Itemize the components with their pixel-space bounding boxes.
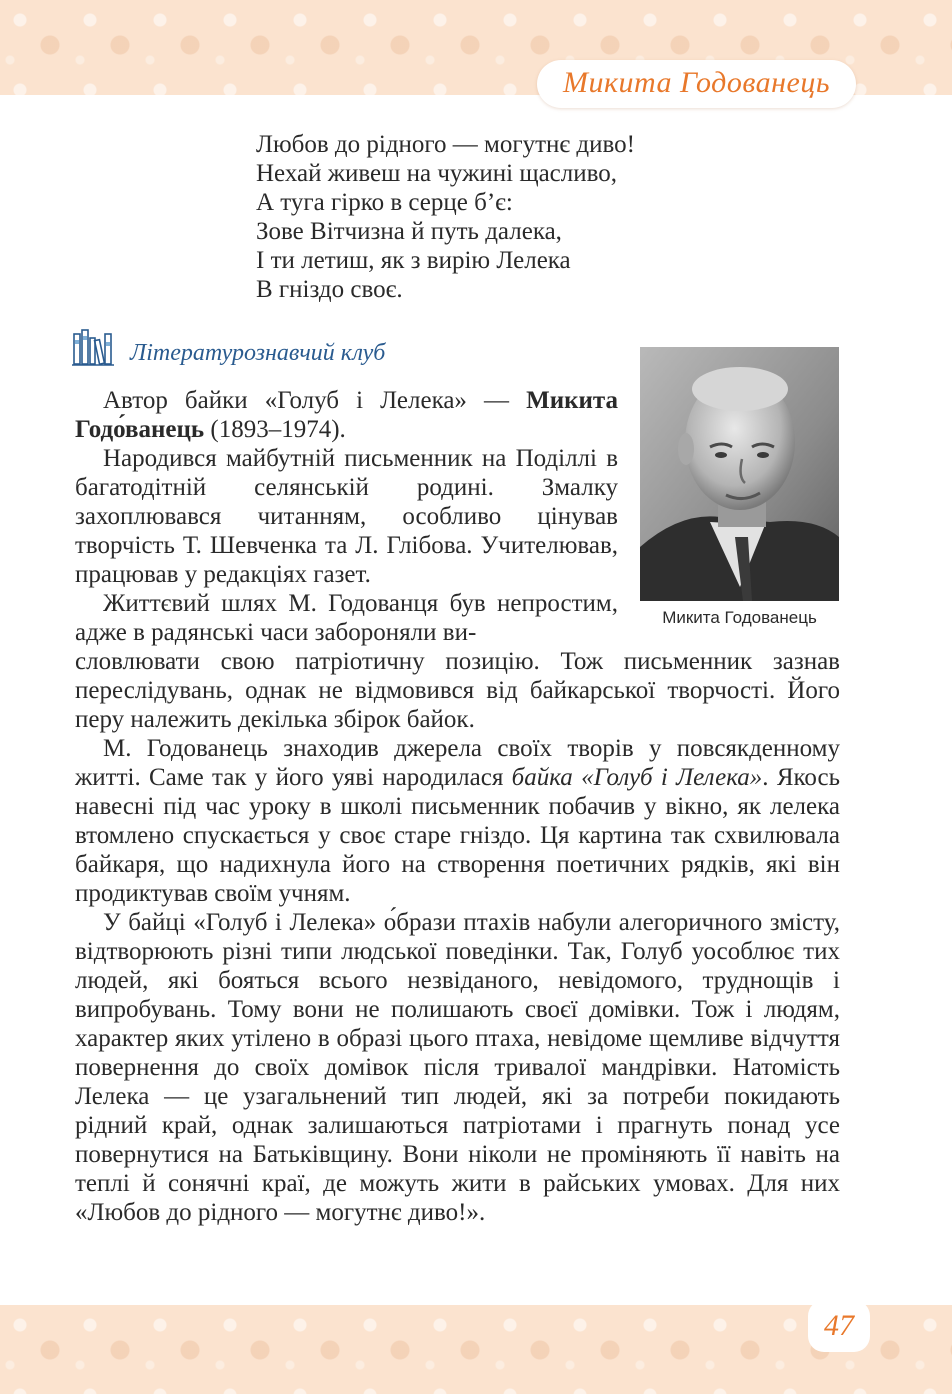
- page-number: 47: [808, 1300, 870, 1352]
- fable-title: байка «Голуб і Лелека»: [511, 764, 763, 791]
- running-header: Микита Годованець: [537, 60, 856, 108]
- bookshelf-icon: [72, 328, 114, 368]
- paragraph-origin: [75, 734, 840, 908]
- paragraph-life-a: Життєвий шлях М. Годованця був непростим, адже в радянські часи забороняли ви-: [75, 590, 618, 646]
- article-body: [75, 386, 840, 1227]
- poem-line: Любов до рідного — могутнє диво!: [256, 131, 635, 158]
- poem-line: І ти летиш, як з вирію Лелека: [256, 247, 571, 274]
- poem-line: Зове Вітчизна й путь далека,: [256, 218, 562, 245]
- text-span: М. Годованець знаходив джерела своїх творів у повсякденному житті. Саме так у його уяві народилася: [75, 735, 840, 791]
- paragraph-life-b: словлювати свою патріотичну позицію. Тож письменник зазнав переслідувань, однак не відмовився від байкарської творчості. Його перу належить декілька збірок байок.: [75, 648, 840, 733]
- text-span: (1893–1974).: [204, 416, 346, 443]
- poem-line: Нехай живеш на чужині щасливо,: [256, 160, 617, 187]
- paragraph-analysis: У байці «Голуб і Лелека» о́брази птахів набули алегоричного змісту, відтворюють різні типи людської поведінки. Так, Голуб уособлює тих людей, які бояться всього незвіданого, невідомого, труднощів і випробувань. Тому вони не полишають своєї домівки. Тож і людям, характер яких утілено в образі цього птаха, невідоме щемливе відчуття повернення до своїх домівок після тривалої мандрівки. Натомість Лелека — це узагальнений тип людей, які за потреби покидають рідний край, однак залишаються патріотами і прагнуть понад усе повернутися на Батьківщину. Вони ніколи не проміняють її навіть на теплі й сонячні краї, де можуть жити в райських умовах. Для них «Любов до рідного — могутнє диво!».: [75, 909, 840, 1226]
- poem-line: В гніздо своє.: [256, 276, 403, 303]
- text-span: Автор байки «Голуб і Лелека» —: [103, 387, 527, 414]
- poem-excerpt: [256, 130, 635, 304]
- paragraph-bio: Народився майбутній письменник на Поділлі в багатодітній селянській родині. Змалку захоплювався читанням, особливо цінував творчість Т. Шевченка та Л. Глібова. Учителював, працював у редакціях газет.: [75, 445, 618, 588]
- section-title: Літературознавчий клуб: [130, 340, 386, 366]
- poem-line: А туга гірко в серце б’є:: [256, 189, 513, 216]
- portrait-caption: Микита Годованець: [662, 608, 817, 627]
- author-name: Микита Годо́ванець: [75, 387, 618, 443]
- text-span: . Якось навесні під час уроку в школі письменник побачив у вікно, як лелека втомлено спускається у своє старе гніздо. Ця картина так схвилювала байкаря, що надихнула його на створення поетичних рядків, які він продиктував своїм учням.: [75, 764, 841, 907]
- paragraph-author: [75, 386, 618, 444]
